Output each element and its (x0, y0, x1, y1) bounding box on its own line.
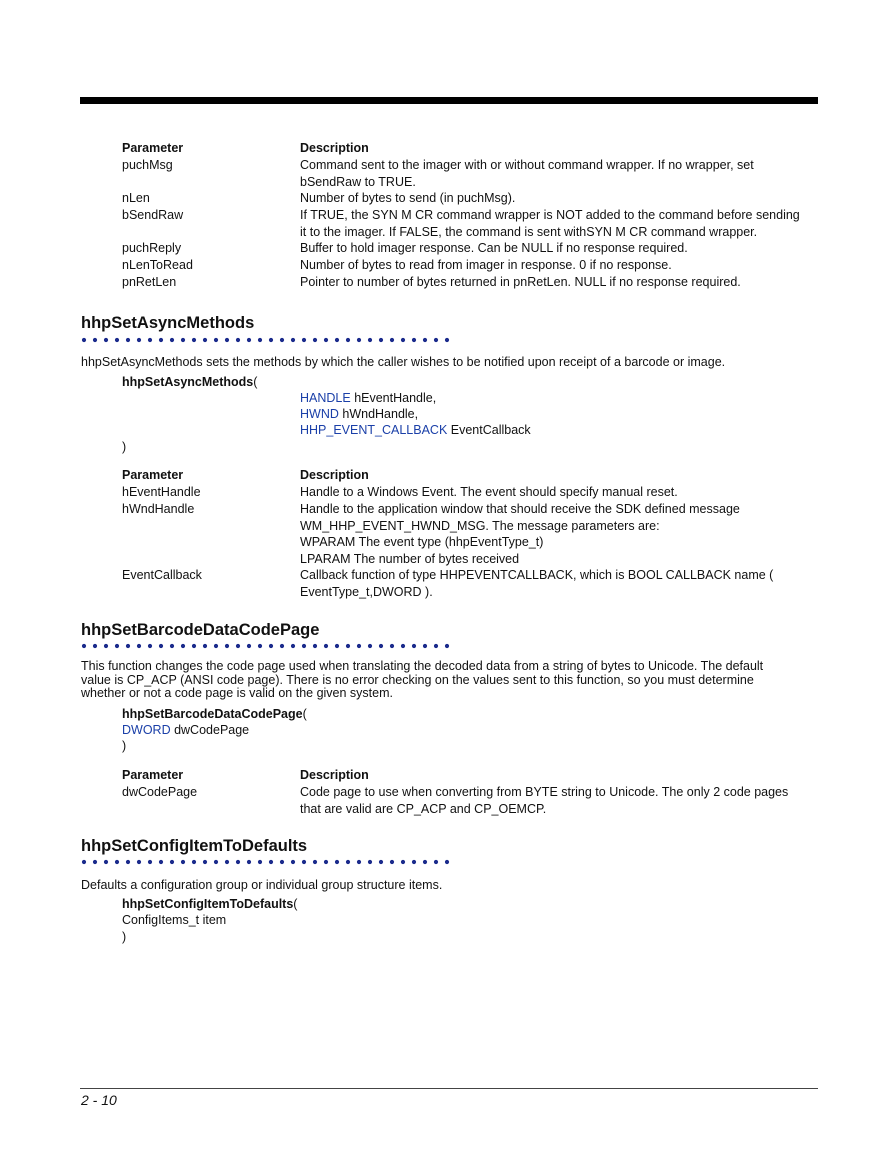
param-desc: Number of bytes to send (in puchMsg). (300, 191, 516, 205)
rule-dot (324, 860, 328, 864)
rule-dot (291, 644, 295, 648)
rule-dot (148, 644, 152, 648)
rule-dot (137, 338, 141, 342)
rule-dot (225, 644, 229, 648)
rule-dot (93, 860, 97, 864)
desc-line: Code page to use when converting from BYTE string to Unicode. The only 2 code pages (300, 785, 789, 799)
rule-dot (170, 338, 174, 342)
rule-dot (368, 644, 372, 648)
rule-dot (368, 860, 372, 864)
table-row (122, 240, 822, 257)
rule-dot (126, 338, 130, 342)
table-row (122, 784, 822, 817)
desc-line: WPARAM The event type (hhpEventType_t) (300, 535, 544, 549)
table-row (122, 567, 822, 600)
paren-open: ( (302, 707, 307, 721)
rule-dot (115, 644, 119, 648)
param-name: EventCallback (122, 568, 202, 582)
desc-line: that are valid are CP_ACP and CP_OEMCP. (300, 801, 547, 816)
rule-dot (302, 338, 306, 342)
rule-dot (379, 860, 383, 864)
table-row (122, 501, 822, 567)
rule-dot (280, 860, 284, 864)
rule-dot (335, 860, 339, 864)
rule-dot (401, 644, 405, 648)
param-name: bSendRaw (122, 208, 184, 222)
param-table-2 (122, 767, 822, 817)
column-header-description: Description (300, 768, 369, 782)
rule-dot (324, 338, 328, 342)
rule-dot (148, 338, 152, 342)
rule-dot (93, 644, 97, 648)
dotted-rule (81, 642, 819, 652)
rule-dot (247, 338, 251, 342)
param-name: nLen (122, 191, 150, 205)
rule-dot (280, 338, 284, 342)
rule-dot (82, 338, 86, 342)
rule-dot (126, 644, 130, 648)
table-header (122, 467, 822, 484)
rule-dot (434, 338, 438, 342)
function-signature (122, 374, 257, 390)
rule-dot (236, 860, 240, 864)
desc-line: If TRUE, the SYN M CR command wrapper is NOT added to the command before sending (300, 208, 800, 222)
rule-dot (192, 644, 196, 648)
signature-arg: ConfigItems_t item (122, 913, 227, 927)
rule-dot (313, 338, 317, 342)
rule-dot (434, 644, 438, 648)
rule-dot (247, 644, 251, 648)
rule-dot (225, 860, 229, 864)
column-header-parameter: Parameter (122, 768, 184, 782)
table-header (122, 140, 822, 157)
arg-type: DWORD (122, 723, 171, 737)
param-name: hWndHandle (122, 502, 195, 516)
rule-dot (390, 338, 394, 342)
rule-dot (335, 338, 339, 342)
rule-dot (170, 860, 174, 864)
rule-dot (214, 338, 218, 342)
param-desc: Pointer to number of bytes returned in pnRetLen. NULL if no response required. (300, 275, 741, 289)
rule-dot (181, 644, 185, 648)
param-desc: Buffer to hold imager response. Can be NULL if no response required. (300, 241, 688, 255)
section-intro: hhpSetAsyncMethods sets the methods by which the caller wishes to be notified upon receipt of a barcode or image. (81, 355, 726, 369)
rule-dot (170, 644, 174, 648)
arg-name: EventCallback (447, 423, 531, 437)
function-signature (122, 896, 297, 912)
rule-dot (346, 644, 350, 648)
rule-dot (159, 644, 163, 648)
function-name: hhpSetAsyncMethods (122, 375, 254, 389)
desc-line: WM_HHP_EVENT_HWND_MSG. The message parameters are: (300, 518, 660, 533)
arg-type: HANDLE (300, 391, 351, 405)
rule-dot (148, 860, 152, 864)
arg-name: hWndHandle, (338, 407, 419, 421)
rule-dot (269, 338, 273, 342)
rule-dot (247, 860, 251, 864)
rule-dot (423, 860, 427, 864)
desc-line: it to the imager. If FALSE, the command is sent withSYN M CR command wrapper. (300, 224, 758, 239)
table-row (122, 257, 822, 274)
rule-dot (357, 338, 361, 342)
rule-dot (357, 860, 361, 864)
desc-line: bSendRaw to TRUE. (300, 174, 416, 189)
paren-open: ( (253, 375, 258, 389)
param-desc (300, 784, 820, 817)
rule-dot (445, 644, 449, 648)
dotted-rule (81, 336, 819, 346)
rule-dot (214, 860, 218, 864)
rule-dot (401, 860, 405, 864)
rule-dot (280, 644, 284, 648)
rule-dot (203, 644, 207, 648)
rule-dot (412, 338, 416, 342)
param-desc (300, 207, 820, 240)
signature-arg (122, 722, 249, 738)
rule-dot (291, 860, 295, 864)
arg-name: hEventHandle, (350, 391, 437, 405)
column-header-parameter: Parameter (122, 141, 184, 155)
table-header (122, 767, 822, 784)
rule-dot (379, 644, 383, 648)
param-name: hEventHandle (122, 485, 201, 499)
rule-dot (412, 860, 416, 864)
rule-dot (269, 644, 273, 648)
rule-dot (423, 644, 427, 648)
rule-dot (269, 860, 273, 864)
intro-line: This function changes the code page used when translating the decoded data from a string of bytes to Unicode. The default (81, 659, 764, 673)
param-name: nLenToRead (122, 258, 193, 272)
param-desc (300, 157, 820, 190)
paren-close: ) (122, 930, 127, 944)
param-name: dwCodePage (122, 785, 198, 799)
rule-dot (357, 644, 361, 648)
paren-open: ( (293, 897, 298, 911)
rule-dot (159, 860, 163, 864)
rule-dot (368, 338, 372, 342)
table-row (122, 190, 822, 207)
rule-dot (126, 860, 130, 864)
rule-dot (258, 338, 262, 342)
param-table-1 (122, 467, 822, 600)
arg-type: HHP_EVENT_CALLBACK (300, 423, 448, 437)
rule-dot (390, 644, 394, 648)
rule-dot (412, 644, 416, 648)
column-header-description: Description (300, 141, 369, 155)
function-signature (122, 706, 307, 722)
rule-dot (115, 860, 119, 864)
rule-dot (203, 338, 207, 342)
rule-dot (302, 860, 306, 864)
rule-dot (335, 644, 339, 648)
rule-dot (82, 644, 86, 648)
rule-dot (401, 338, 405, 342)
rule-dot (159, 338, 163, 342)
rule-dot (93, 338, 97, 342)
paren-close: ) (122, 739, 127, 753)
rule-dot (324, 644, 328, 648)
intro-line: value is CP_ACP (ANSI code page). There is no error checking on the values sent to this function, so you must determine (81, 672, 754, 687)
rule-dot (192, 860, 196, 864)
param-name: puchReply (122, 241, 182, 255)
rule-dot (258, 644, 262, 648)
rule-dot (445, 860, 449, 864)
section-title-barcode-codepage: hhpSetBarcodeDataCodePage (81, 621, 320, 639)
rule-dot (445, 338, 449, 342)
rule-dot (313, 860, 317, 864)
rule-dot (434, 860, 438, 864)
rule-dot (214, 644, 218, 648)
rule-dot (181, 860, 185, 864)
rule-dot (137, 860, 141, 864)
function-name: hhpSetBarcodeDataCodePage (122, 707, 303, 721)
section-intro: Defaults a configuration group or individual group structure items. (81, 878, 443, 892)
signature-arg (300, 390, 436, 406)
rule-dot (258, 860, 262, 864)
desc-line: EventType_t,DWORD ). (300, 584, 433, 599)
section-intro (81, 660, 763, 701)
page-number: 2 - 10 (81, 1092, 117, 1108)
rule-dot (181, 338, 185, 342)
desc-line: Command sent to the imager with or without command wrapper. If no wrapper, set (300, 158, 754, 172)
rule-dot (346, 338, 350, 342)
rule-dot (423, 338, 427, 342)
param-table-0 (122, 140, 822, 291)
desc-line: LPARAM The number of bytes received (300, 551, 520, 566)
arg-name: dwCodePage (170, 723, 250, 737)
table-row (122, 484, 822, 501)
rule-dot (236, 338, 240, 342)
function-name: hhpSetConfigItemToDefaults (122, 897, 294, 911)
paren-close: ) (122, 440, 127, 454)
rule-dot (104, 860, 108, 864)
rule-dot (104, 644, 108, 648)
dotted-rule (81, 858, 819, 868)
table-row (122, 207, 822, 240)
arg-type: HWND (300, 407, 339, 421)
rule-dot (225, 338, 229, 342)
param-name: pnRetLen (122, 275, 177, 289)
rule-dot (346, 860, 350, 864)
param-desc: Number of bytes to read from imager in response. 0 if no response. (300, 258, 672, 272)
section-title-async-methods: hhpSetAsyncMethods (81, 314, 255, 332)
rule-dot (302, 644, 306, 648)
desc-line: Callback function of type HHPEVENTCALLBACK, which is BOOL CALLBACK name ( (300, 568, 774, 582)
param-desc: Handle to a Windows Event. The event should specify manual reset. (300, 485, 678, 499)
param-desc (300, 567, 820, 600)
param-desc (300, 501, 820, 567)
rule-dot (192, 338, 196, 342)
rule-dot (313, 644, 317, 648)
rule-dot (236, 644, 240, 648)
column-header-description: Description (300, 468, 369, 482)
rule-dot (379, 338, 383, 342)
signature-arg (300, 422, 531, 438)
section-title-config-defaults: hhpSetConfigItemToDefaults (81, 837, 308, 855)
desc-line: Handle to the application window that should receive the SDK defined message (300, 502, 740, 516)
rule-dot (104, 338, 108, 342)
column-header-parameter: Parameter (122, 468, 184, 482)
rule-dot (390, 860, 394, 864)
rule-dot (82, 860, 86, 864)
footer-rule (80, 1088, 818, 1089)
signature-arg (300, 406, 418, 422)
param-name: puchMsg (122, 158, 173, 172)
table-row (122, 274, 822, 291)
rule-dot (203, 860, 207, 864)
rule-dot (291, 338, 295, 342)
rule-dot (137, 644, 141, 648)
table-row (122, 157, 822, 190)
header-rule (80, 97, 818, 104)
intro-line: whether or not a code page is valid on the given system. (81, 686, 393, 700)
rule-dot (115, 338, 119, 342)
